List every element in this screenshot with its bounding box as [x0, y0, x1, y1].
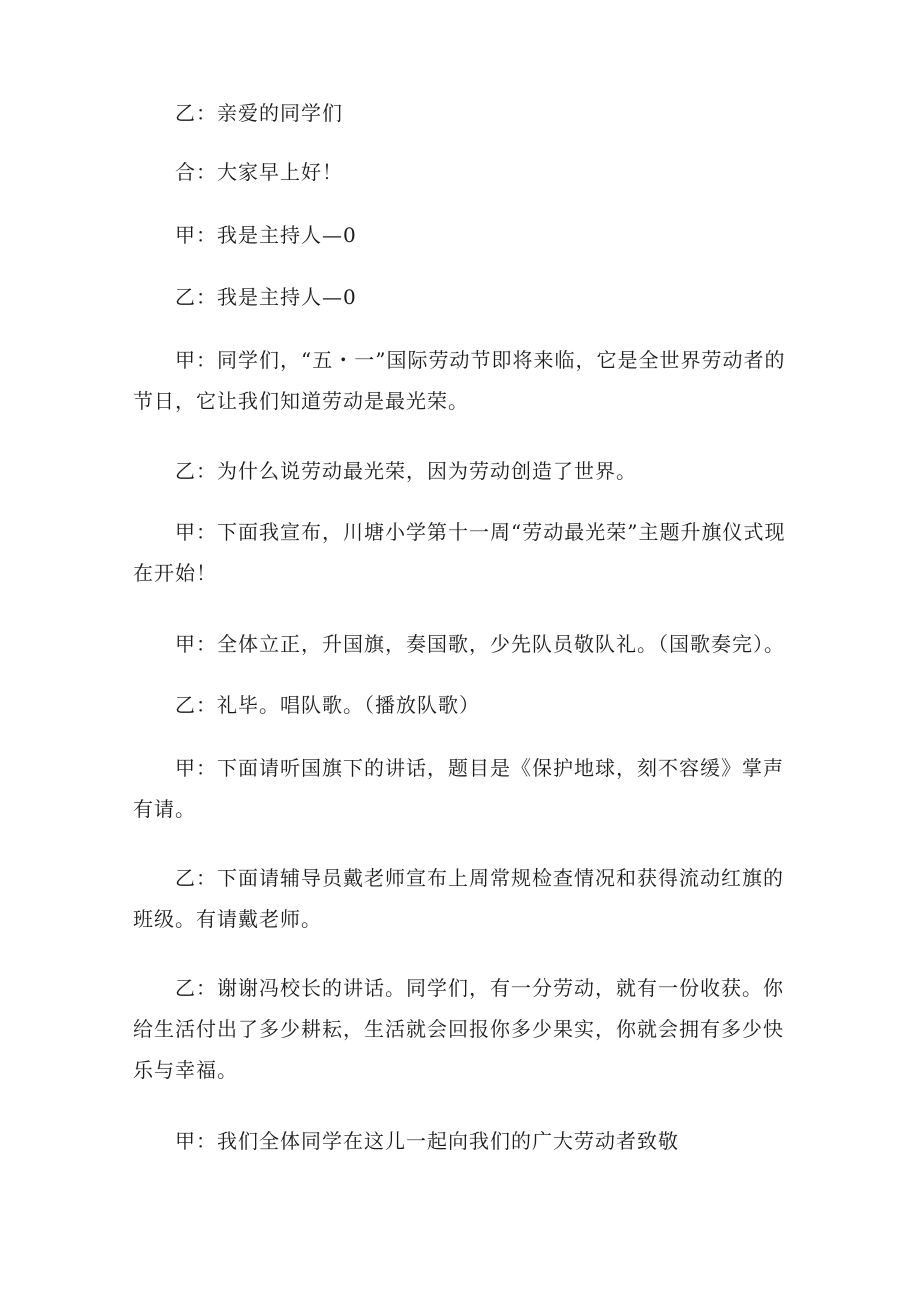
- paragraph-12: 乙：谢谢冯校长的讲话。同学们，有一分劳动，就有一份收获。你给生活付出了多少耕耘，生活就会回报你多少果实，你就会拥有多少快乐与幸福。: [133, 976, 784, 1082]
- paragraph-1: 乙：亲爱的同学们: [175, 101, 343, 125]
- paragraph-2: 合：大家早上好！: [175, 160, 343, 184]
- paragraph-7: 甲：下面我宣布，川塘小学第十一周“劳动最光荣”主题升旗仪式现在开始！: [133, 520, 786, 585]
- paragraph-8: 甲：全体立正，升国旗，奏国歌，少先队员敬队礼。（国歌奏完）。: [175, 632, 785, 656]
- paragraph-6: 乙：为什么说劳动最光荣，因为劳动创造了世界。: [175, 459, 637, 483]
- paragraph-3: 甲：我是主持人—0: [175, 223, 357, 247]
- paragraph-9: 乙：礼毕。唱队歌。（播放队歌）: [175, 693, 480, 717]
- paragraph-13: 甲：我们全体同学在这儿一起向我们的广大劳动者致敬: [175, 1129, 679, 1153]
- paragraph-5: 甲：同学们，“五・一”国际劳动节即将来临，它是全世界劳动者的节日，它让我们知道劳动是最光荣。: [133, 348, 786, 413]
- paragraph-4: 乙：我是主持人—0: [175, 285, 357, 309]
- paragraph-10: 甲：下面请听国旗下的讲话，题目是《保护地球，刻不容缓》掌声有请。: [133, 756, 784, 821]
- paragraph-11: 乙：下面请辅导员戴老师宣布上周常规检查情况和获得流动红旗的班级。有请戴老师。: [133, 866, 784, 931]
